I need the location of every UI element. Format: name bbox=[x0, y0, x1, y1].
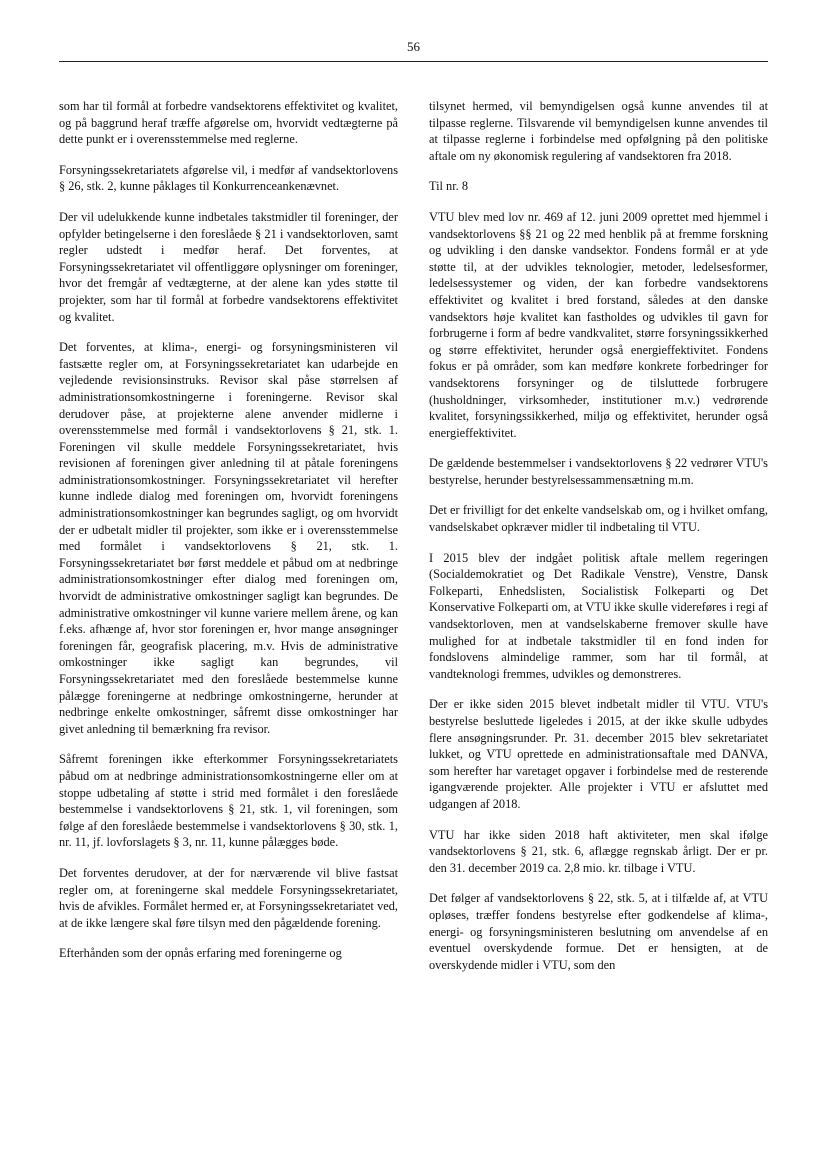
paragraph: Det er frivilligt for det enkelte vandselskab om, og i hvilket omfang, vandselskabet opkræver midler til indbetaling til VTU. bbox=[429, 503, 768, 535]
paragraph: De gældende bestemmelser i vandsektorlovens § 22 vedrører VTU's bestyrelse, herunder bestyrelsessammensætning m.m. bbox=[429, 456, 768, 487]
paragraph: Det forventes, at klima-, energi- og forsyningsministeren vil fastsætte regler om, at Forsyningssekretariatet kan udarbejde en vejledende revisionsinstruks. Revisor skal påse størrelsen af administrationsomkostningerne i foreningerne. Revisor skal derudover påse, at projekterne alene anvender midlerne i overensstemmelse med formål i vandsektorlovens § 21, stk. 1. Foreningen vil skulle meddele Forsyningssekretariatet, hvis revisionen af foreningen giver anledning til at påtale foreningens administrationsomkostninger. Forsyningssekretariatet vil herefter kunne indlede dialog med foreningen om, hvorvidt foreningens administrationsomkostninger kan begrundes sagligt, og om hvorvidt der er udbetalt midler til projekter, som ikke er i overensstemmelse med formålet i vandsektorlovens § 21, stk. 1. Forsyningssekretariatet bør først meddele et påbud om at nedbringe administrationsomkostninger efter dialog med foreningen om, hvorvidt de administrative omkostninger sagligt kan begrundes. De administrative omkostninger vil kunne variere mellem årene, og kan f.eks. afhænge af, hvor stor foreningen er, hvor mange ansøgninger foreningen får, geografisk placering, m.v. Hvis de administrative omkostninger ikke sagligt kan begrundes, vil Forsyningssekretariatet med den foreslåede bestemmelse kunne pålægge foreningerne at nedbringe omkostningerne, herunder at nedbringe enkelte omkostninger, såfremt disse omkostninger har givet anledning til bemærkning fra revisor. bbox=[59, 340, 398, 736]
paragraph: som har til formål at forbedre vandsektorens effektivitet og kvalitet, og på baggrund heraf træffe afgørelse om, hvorvidt vedtægterne på dette punkt er i overensstemmelse med reglerne. bbox=[59, 99, 398, 147]
paragraph: I 2015 blev der indgået politisk aftale mellem regeringen (Socialdemokratiet og Det Radikale Venstre), Venstre, Dansk Folkeparti, Enhedslisten, Socialistisk Folkeparti og Det Konservative Folkeparti om, at VTU ikke skulle videreføres i regi af vandsektorloven, men at vandselskaberne fremover skulle have mulighed for at indbetale takstmidler til en fond inden for fondslovens almindelige rammer, som har til formål, at vandteknologi fremmes, udvikles og demonstreres. bbox=[429, 550, 768, 681]
paragraph: Forsyningssekretariatets afgørelse vil, i medfør af vandsektorlovens § 26, stk. 2, kunne påklages til Konkurrenceankenævnet. bbox=[59, 162, 398, 194]
paragraph: Efterhånden som der opnås erfaring med foreningerne og bbox=[59, 946, 342, 961]
page-number: 56 bbox=[407, 39, 420, 54]
paragraph: Der er ikke siden 2015 blevet indbetalt midler til VTU. VTU's bestyrelse besluttede ligeledes i 2015, at der ikke skulle udbydes flere ansøgningsrunder. Pr. 31. december 2015 blev sekretariatet lukket, og VTU oprettede en administrationsaftale med DANVA, som herefter har varetaget opgaver i forbindelse med de resterende igangværende projekter. Alle projekter i VTU er afsluttet med udgangen af 2018. bbox=[429, 697, 768, 811]
right-column bbox=[429, 98, 768, 987]
paragraph: Det følger af vandsektorlovens § 22, stk. 5, at i tilfælde af, at VTU opløses, træffer fondens bestyrelse efter godkendelse af klima-, energi- og forsyningsministeren beslutning om anvendelse af en eventuel overskydende formue. Det er hensigten, at de overskydende midler i VTU, som den bbox=[429, 891, 768, 972]
header-rule bbox=[59, 61, 768, 62]
paragraph: VTU har ikke siden 2018 haft aktiviteter, men skal ifølge vandsektorlovens § 21, stk. 6, aflægge regnskab årligt. Der er pr. den 31. december 2019 ca. 2,8 mio. kr. tilbage i VTU. bbox=[429, 827, 768, 875]
paragraph: Der vil udelukkende kunne indbetales takstmidler til foreninger, der opfylder betingelserne i den foreslåede § 21 i vandsektorloven, samt regler udstedt i medfør heraf. Det forventes, at Forsyningssekretariatet vil offentliggøre oplysninger om foreninger, hvor det fremgår af vedtægterne, at der alene kan ydes støtte til projekter, som har til formål at forbedre vandsektorens effektivitet og kvalitet. bbox=[59, 209, 398, 324]
left-column bbox=[59, 98, 398, 976]
paragraph: VTU blev med lov nr. 469 af 12. juni 2009 oprettet med hjemmel i vandsektorlovens §§ 21 og 22 med henblik på at fremme forskning og udvikling i den danske vandsektor. Fondens formål er at yde støtte til, at der udvikles teknologier, metoder, ledelsesformer, ledelsessystemer og viden, der kan forbedre vandsektorens effektivitet og kvalitet i bred forstand, således at den danske vandsektors høje kvalitet kan fastholdes og udvikles til gavn for forbrugerne i form af bedre vandkvalitet, større forsyningssikkerhed og større effektivitet, herunder også energieffektivitet. Fondens fokus er på områder, som kan medføre konkrete forbedringer for vandsektorens forsyninger og de tilsluttede forbrugere (husholdninger, virksomheder, institutioner m.v.) vedrørende kvalitet, forsyningssikkerhed, miljø og effektivitet, herunder også energieffektivitet. bbox=[429, 209, 768, 440]
paragraph: Det forventes derudover, at der for nærværende vil blive fastsat regler om, at foreningerne skal meddele Forsyningssekretariatet, hvis de afvikles. Formålet hermed er, at Forsyningssekretariatet ved, at de ikke længere skal føre tilsyn med den pågældende forening. bbox=[59, 865, 398, 930]
section-heading: Til nr. 8 bbox=[429, 179, 468, 194]
paragraph: Såfremt foreningen ikke efterkommer Forsyningssekretariatets påbud om at nedbringe administrationsomkostningerne eller om at stoppe udbetaling af støtte i strid med formålet i den foreslåede bestemmelse i vandsektorlovens § 21, stk. 1, vil foreningen, som følge af den foreslåede bestemmelse i vandsektorlovens § 30, stk. 1, nr. 11, jf. lovforslagets § 3, nr. 11, kunne pålægges bøde. bbox=[59, 752, 398, 850]
paragraph: tilsynet hermed, vil bemyndigelsen også kunne anvendes til at tilpasse reglerne. Tilsvarende vil bemyndigelsen kunne anvendes til at tilpasse reglerne i forbindelse med opfølgning på den politiske aftale om ny økonomisk regulering af vandsektoren fra 2018. bbox=[429, 99, 768, 163]
